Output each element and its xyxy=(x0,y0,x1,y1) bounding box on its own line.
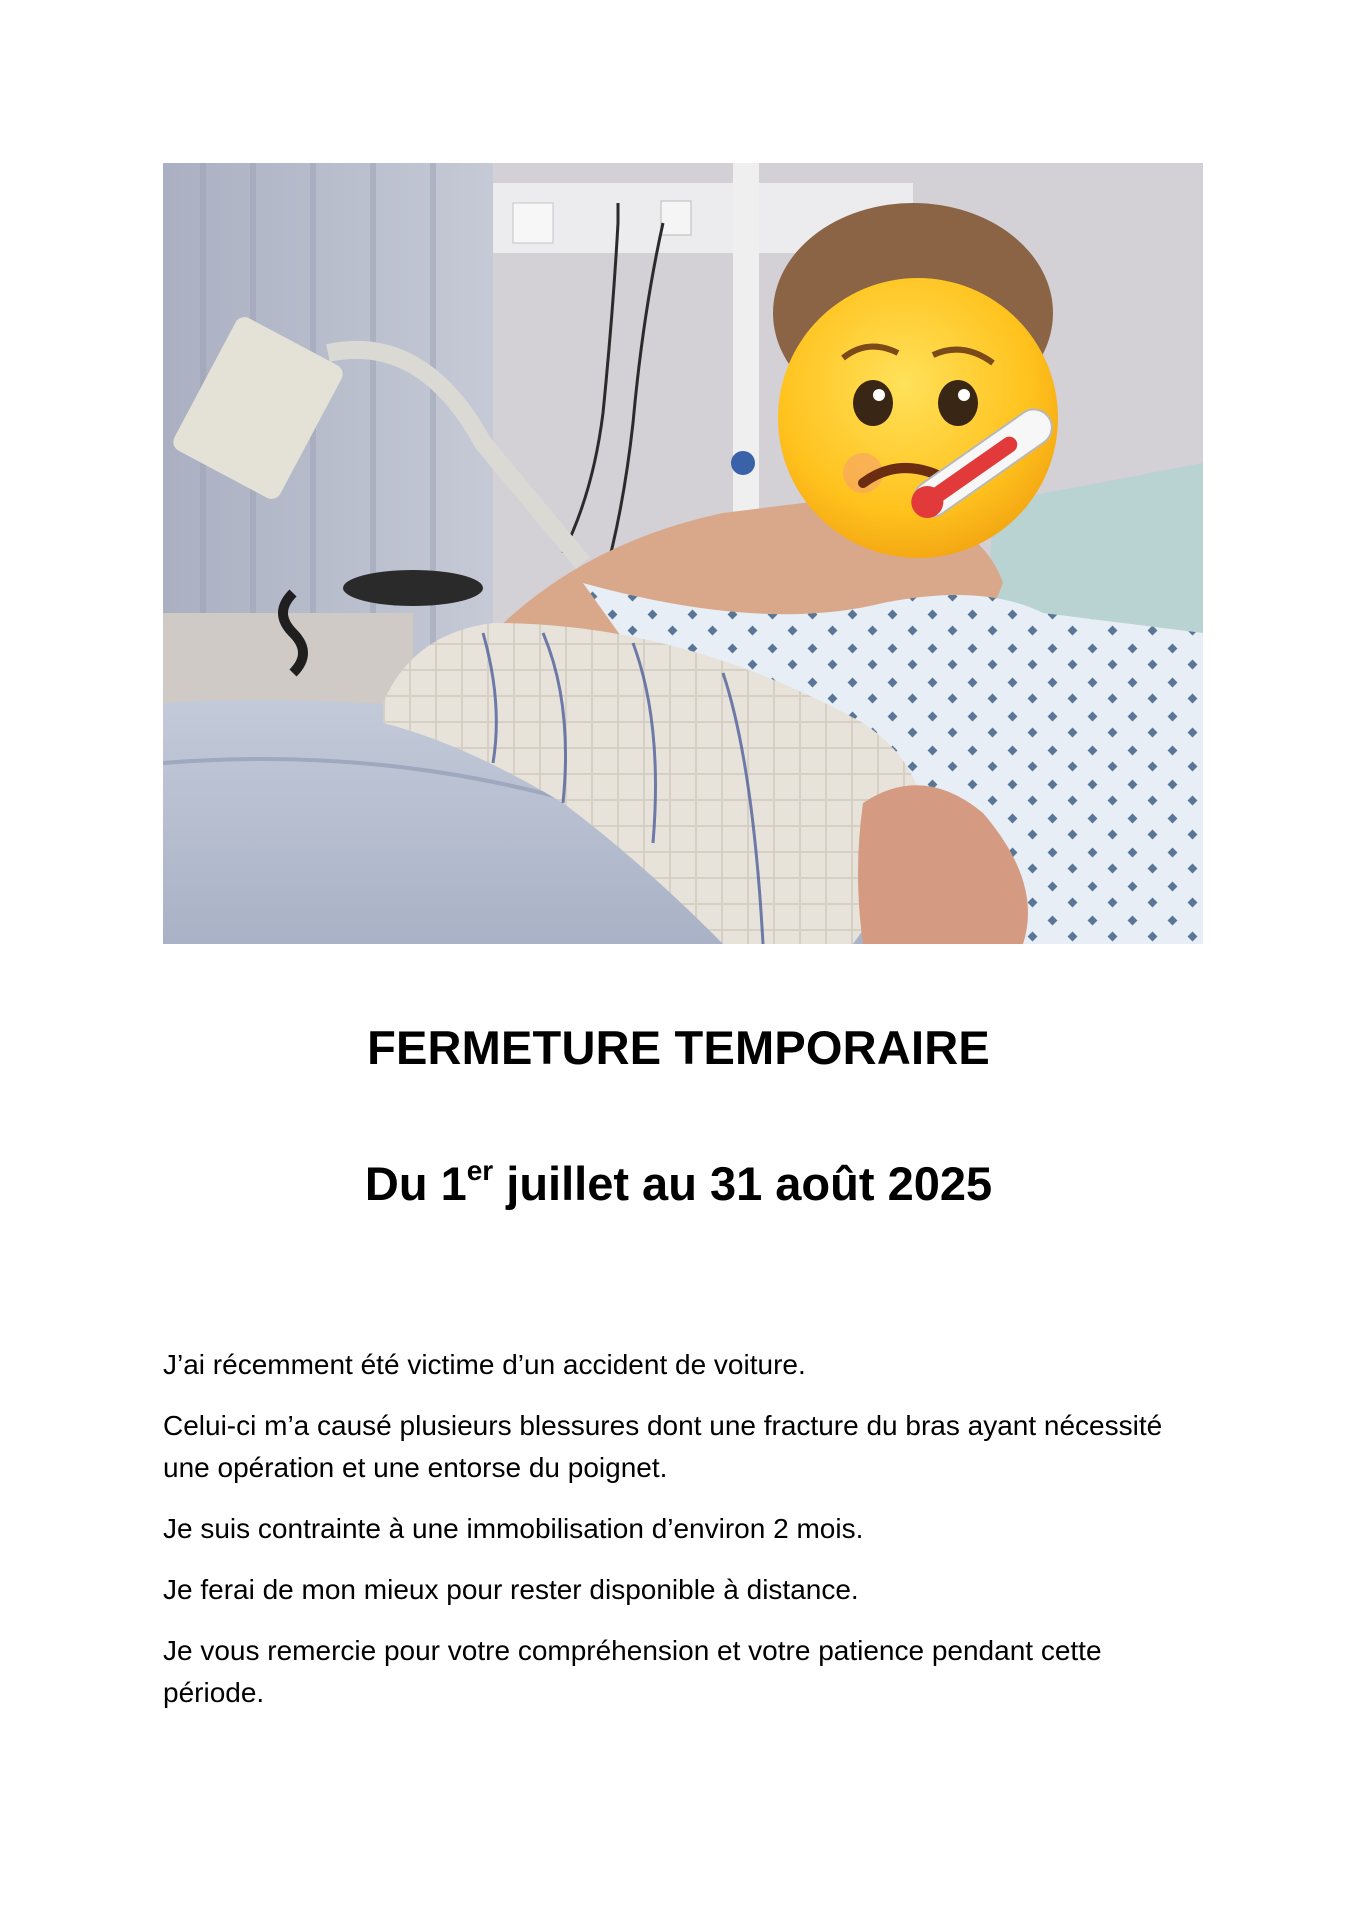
dates-suffix: juillet au 31 août 2025 xyxy=(493,1157,993,1210)
paragraph-accident: J’ai récemment été victime d’un accident de voiture. xyxy=(163,1349,806,1380)
paragraph-thanks: Je vous remercie pour votre compréhension et votre patience pendant cette période. xyxy=(163,1635,1102,1708)
paragraph-availability: Je ferai de mon mieux pour rester disponible à distance. xyxy=(163,1574,859,1605)
face-with-thermometer-icon xyxy=(778,278,1059,558)
notice-body xyxy=(163,1344,1208,1733)
hospital-photo xyxy=(163,163,1203,944)
page-title: FERMETURE TEMPORAIRE xyxy=(367,1021,990,1074)
paragraph-immobilisation: Je suis contrainte à une immobilisation d’environ 2 mois. xyxy=(163,1513,864,1544)
dates-prefix: Du 1 xyxy=(364,1157,467,1210)
dates-ordinal: er xyxy=(466,1155,494,1186)
paragraph-injuries: Celui-ci m’a causé plusieurs blessures dont une fracture du bras ayant nécessité une opération et une entorse du poignet. xyxy=(163,1410,1163,1483)
closure-dates xyxy=(0,1156,1357,1211)
